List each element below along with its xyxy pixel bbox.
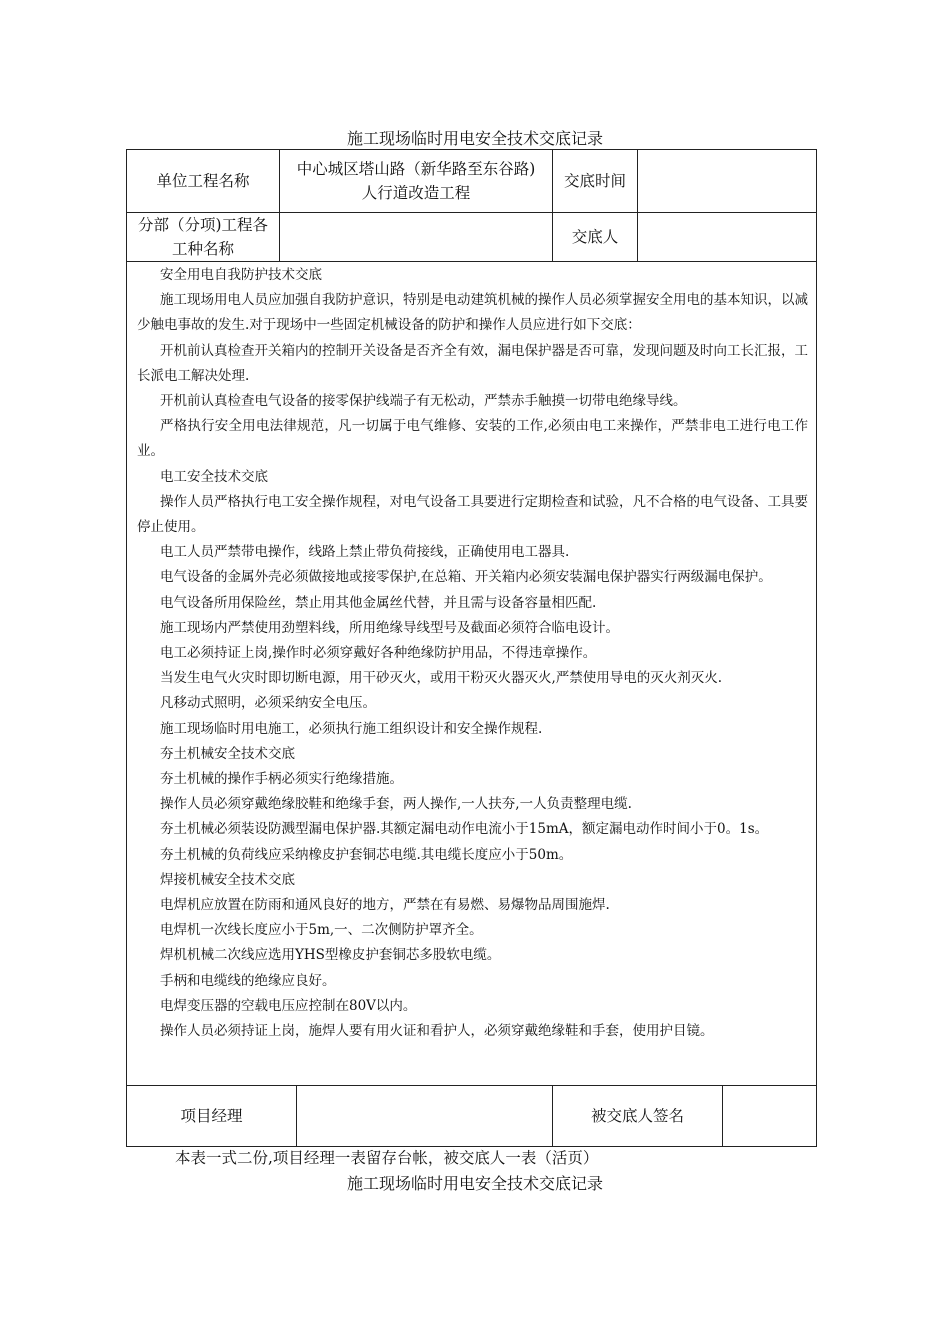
section-paragraph: 凡移动式照明，必须采纳安全电压。 [160,695,376,712]
section-paragraph: 电焊机一次线长度应小于5m,一、二次侧防护罩齐全。 [160,922,483,939]
section-heading: 夯土机械安全技术交底 [160,745,295,762]
section-paragraph: 施工现场临时用电施工，必须执行施工组织设计和安全操作规程. [160,720,543,737]
section-paragraph: 操作人员必须持证上岗，施焊人要有用火证和看护人，必须穿戴绝缘鞋和手套，使用护目镜。 [160,1023,714,1040]
project-manager-label: 项目经理 [127,1086,297,1147]
receiver-signature-label: 被交底人签名 [553,1086,723,1147]
section-paragraph: 操作人员严格执行电工安全操作规程，对电气设备工具要进行定期检查和试验，凡不合格的电气设备、工具要停止使用。 [137,493,808,536]
section-paragraph: 电工必须持证上岗,操作时必须穿戴好各种绝缘防护用品，不得违章操作。 [160,645,597,662]
handover-content [137,263,808,1044]
unit-project-label: 单位工程名称 [127,150,280,213]
section-paragraph: 夯土机械的负荷线应采纳橡皮护套铜芯电缆.其电缆长度应小于50m。 [160,846,573,863]
unit-project-value: 中心城区塔山路（新华路至东谷路)人行道改造工程 [280,150,553,213]
next-page-title: 施工现场临时用电安全技术交底记录 [346,1174,603,1193]
section-paragraph: 开机前认真检查开关箱内的控制开关设备是否齐全有效，漏电保护器是否可靠，发现问题及时向工长汇报，工长派电工解决处理. [137,342,808,384]
section-paragraph: 开机前认真检查电气设备的接零保护线端子有无松动，严禁赤手触摸一切带电绝缘导线。 [160,393,687,410]
handover-time-label: 交底时间 [553,150,638,213]
section-paragraph: 施工现场内严禁使用劲塑料线，所用绝缘导线型号及截面必须符合临电设计。 [160,619,619,636]
section-paragraph: 夯土机械的操作手柄必须实行绝缘措施。 [160,771,403,788]
section-paragraph: 施工现场用电人员应加强自我防护意识，特别是电动建筑机械的操作人员必须掌握安全用电的基本知识，以减少触电事故的发生.对于现场中一些固定机械设备的防护和操作人员应进行如下交底： [137,292,808,334]
handover-time-value [638,150,817,213]
project-manager-signature [297,1086,553,1147]
section-paragraph: 手柄和电缆线的绝缘应良好。 [160,972,336,989]
handover-record-table [126,149,817,1147]
section-paragraph: 电焊变压器的空载电压应控制在80V以内。 [160,997,417,1014]
section-heading: 电工安全技术交底 [160,468,268,485]
section-heading: 安全用电自我防护技术交底 [160,267,322,283]
document-title: 施工现场临时用电安全技术交底记录 [346,129,603,148]
section-paragraph: 焊机机械二次线应选用YHS型橡皮护套铜芯多股软电缆。 [160,947,501,964]
receiver-signature [723,1086,817,1147]
sub-project-label: 分部（分项)工程各工种名称 [127,213,280,262]
handover-person-label: 交底人 [553,213,638,262]
section-paragraph: 电气设备所用保险丝，禁止用其他金属丝代替，并且需与设备容量相匹配. [160,594,597,611]
copies-note: 本表一式二份,项目经理一表留存台帐，被交底人一表（活页） [175,1149,599,1167]
section-paragraph: 操作人员必须穿戴绝缘胶鞋和绝缘手套，两人操作,一人扶夯,一人负责整理电缆. [160,796,632,813]
section-paragraph: 当发生电气火灾时即切断电源，用干砂灭火，或用干粉灭火器灭火,严禁使用导电的灭火剂灭火. [160,670,723,687]
section-heading: 焊接机械安全技术交底 [160,871,295,888]
handover-content-cell [127,262,817,1086]
section-paragraph: 夯土机械必须装设防溅型漏电保护器.其额定漏电动作电流小于15mA，额定漏电动作时间小于0。1s。 [160,821,769,838]
section-paragraph: 严格执行安全用电法律规范，凡一切属于电气维修、安装的工作,必须由电工来操作，严禁非电工进行电工作业。 [137,418,808,460]
section-paragraph: 电焊机应放置在防雨和通风良好的地方，严禁在有易燃、易爆物品周围施焊. [160,897,610,914]
section-paragraph: 电工人员严禁带电操作，线路上禁止带负荷接线，正确使用电工器具. [160,544,570,561]
section-paragraph: 电气设备的金属外壳必须做接地或接零保护,在总箱、开关箱内必须安装漏电保护器实行两级漏电保护。 [160,569,772,586]
handover-person-value [638,213,817,262]
sub-project-value [280,213,553,262]
